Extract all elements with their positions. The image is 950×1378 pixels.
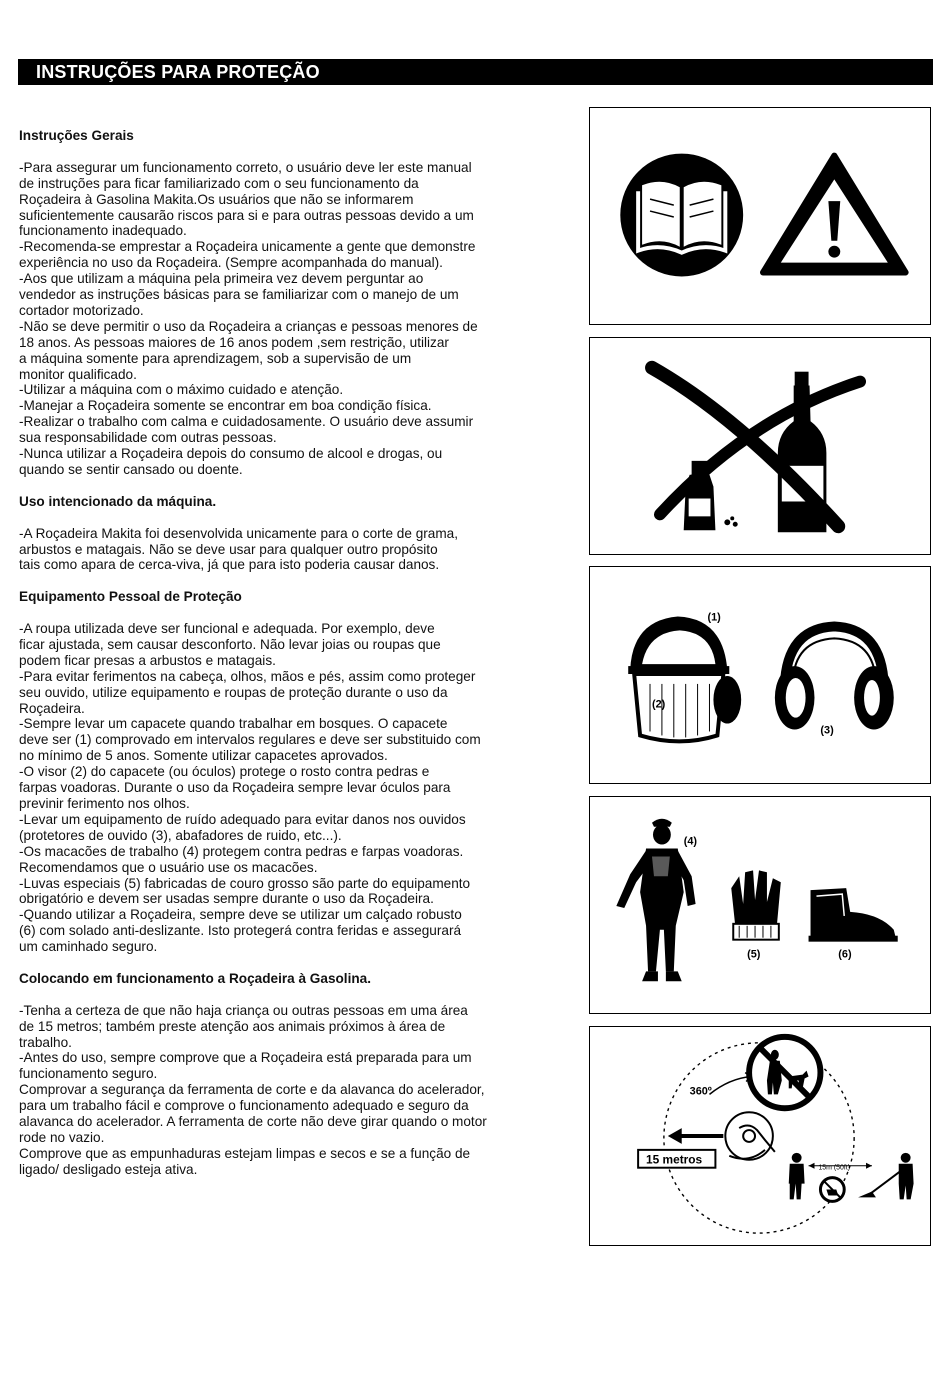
section-ppe (19, 589, 579, 955)
text-line: a máquina somente para aprendizagem, sob a supervisão de um (19, 350, 412, 366)
section-heading: Instruções Gerais (19, 128, 134, 143)
distance-label: 15 metros (646, 1152, 703, 1167)
figure-read-manual-warning (589, 107, 931, 325)
text-line: (protetores de ouvido (3), abafadores de ruido, etc...). (19, 827, 342, 843)
section-general (19, 128, 579, 478)
angle-label: 360º (689, 1085, 712, 1098)
text-line: -Nunca utilizar a Roçadeira depois do consumo de alcool e drogas, ou (19, 446, 443, 462)
text-line: Comprovar a segurança da ferramenta de corte e da alavanca do acelerador, (19, 1082, 485, 1098)
text-line: 18 anos. As pessoas maiores de 16 anos podem ,sem restrição, utilizar (19, 334, 449, 350)
text-line: ligado/ desligado esteja ativa. (19, 1161, 198, 1177)
text-line: trabalho. (19, 1034, 72, 1050)
section-heading: Equipamento Pessoal de Proteção (19, 589, 242, 605)
text-line: seu ouvido, utilize equipamento e roupas de proteção durante o uso da (19, 684, 448, 700)
section-body (19, 160, 579, 478)
text-line: -Recomenda-se emprestar a Roçadeira unicamente a gente que demonstre (19, 239, 476, 255)
text-line: um caminhado seguro. (19, 939, 158, 955)
text-line: cortador motorizado. (19, 302, 144, 318)
text-line: quando se sentir cansado ou doente. (19, 462, 243, 478)
text-line: -A Roçadeira Makita foi desenvolvida unicamente para o corte de grama, (19, 525, 459, 541)
text-line: alavanca do acelerador. A ferramenta de corte não deve girar quando o motor (19, 1114, 487, 1130)
second-person-icon (858, 1153, 913, 1200)
text-line: sua responsabilidade com outras pessoas. (19, 430, 277, 446)
section-starting (19, 971, 579, 1178)
label-2: (2) (652, 698, 666, 711)
text-line: -Quando utilizar a Roçadeira, sempre deve se utilizar um calçado robusto (19, 907, 462, 923)
text-line: -Levar um equipamento de ruído adequado para evitar danos nos ouvidos (19, 811, 466, 827)
label-1: (1) (707, 611, 721, 624)
text-line: podem ficar presas a arbustos e matagais. (19, 652, 276, 668)
text-line: -Realizar o trabalho com calma e cuidadosamente. O usuário deve assumir (19, 414, 474, 430)
text-line: deve ser (1) comprovado em intervalos regulares e deve ser substituido com (19, 732, 481, 748)
text-line: -Aos que utilizam a máquina pela primeira vez devem perguntar ao (19, 271, 424, 287)
text-line: no mínimo de 5 anos. Somente utilizar capacetes aprovados. (19, 748, 388, 764)
text-line: ficar ajustada, sem causar desconforto. Não levar joias ou roupas que (19, 636, 441, 652)
instructions-text (19, 128, 579, 1178)
label-3: (3) (820, 724, 834, 737)
operator-icon (789, 1153, 805, 1200)
section-body (19, 526, 579, 574)
text-line: -Não se deve permitir o uso da Roçadeira a crianças e pessoas menores de (19, 318, 478, 334)
pills-icon (724, 516, 737, 526)
text-line: previnir ferimento nos olhos. (19, 795, 190, 811)
text-line: suficientemente causarão riscos para si e para outras pessoas devido a um (19, 207, 474, 223)
text-line: rode no vazio. (19, 1129, 105, 1145)
helmet-icon (628, 617, 741, 742)
text-line: tais como apara de cerca-viva, já que para isto poderia causar danos. (19, 557, 440, 573)
cutting-head-icon (725, 1112, 775, 1160)
page-title: INSTRUÇÕES PARA PROTEÇÃO (18, 59, 933, 85)
text-line: -Para assegurar um funcionamento correto, o usuário deve ler este manual (19, 159, 472, 175)
figure-safety-zone (589, 1026, 931, 1246)
section-heading: Uso intencionado da máquina. (19, 493, 217, 509)
no-animals-small-icon (820, 1178, 844, 1202)
text-line: -O visor (2) do capacete (ou óculos) protege o rosto contra pedras e (19, 764, 430, 780)
text-line: -Utilizar a máquina com o máximo cuidado e atenção. (19, 382, 344, 398)
text-line: funcionamento inadequado. (19, 223, 187, 239)
label-4: (4) (683, 835, 698, 848)
text-line: -Tenha a certeza de que não haja criança ou outras pessoas em uma área (19, 1002, 468, 1018)
text-line: -Os macacões de trabalho (4) protegem contra pedras e farpas voadoras. (19, 843, 464, 859)
text-line: Roçadeira à Gasolina Makita.Os usuários que não se informarem (19, 191, 414, 207)
text-line: Recomendamos que o usuário use os macacões. (19, 859, 318, 875)
text-line: de instruções para ficar familiarizado com o seu funcionamento da (19, 175, 419, 191)
text-line: arbustos e matagais. Não se deve usar para qualquer outro propósito (19, 541, 438, 557)
figure-no-alcohol (589, 337, 931, 555)
text-line: Comprove que as empunhaduras estejam limpas e secos e se a função de (19, 1145, 471, 1161)
no-people-animals-icon (749, 1037, 820, 1108)
direction-arrow (668, 1128, 723, 1144)
text-line: experiência no uso da Roçadeira. (Sempre acompanhada do manual). (19, 255, 443, 271)
warning-triangle-icon (763, 156, 906, 273)
text-line: -Manejar a Roçadeira somente se encontrar em boa condição física. (19, 398, 432, 414)
label-5: (5) (747, 948, 761, 961)
text-line: vendedor as instruções básicas para se familiarizar com o manejo de um (19, 287, 459, 303)
text-line: -Luvas especiais (5) fabricadas de couro grosso são parte do equipamento (19, 875, 471, 891)
text-line: Roçadeira. (19, 700, 85, 716)
distance-small-label: 15m (50ft) (818, 1164, 851, 1172)
text-line: funcionamento seguro. (19, 1066, 158, 1082)
figure-helmet-earmuffs (589, 566, 931, 784)
text-line: obrigatório e devem ser usadas sempre durante o uso da Roçadeira. (19, 891, 434, 907)
boot-icon (809, 888, 898, 942)
text-line: monitor qualificado. (19, 366, 137, 382)
text-line: -Para evitar ferimentos na cabeça, olhos, mãos e pés, assim como proteger (19, 668, 476, 684)
text-line: farpas voadoras. Durante o uso da Roçadeira sempre levar óculos para (19, 780, 451, 796)
text-line: -Sempre levar um capacete quando trabalhar em bosques. O capacete (19, 716, 448, 732)
glove-icon (731, 870, 781, 939)
text-line: para um trabalho fácil e comprove o funcionamento adequado e seguro da (19, 1098, 469, 1114)
text-line: de 15 metros; também preste atenção aos animais próximos à área de (19, 1018, 446, 1034)
section-intended-use (19, 494, 579, 574)
earmuffs-icon (775, 626, 894, 729)
manual-book-icon (620, 154, 743, 277)
text-line: (6) com solado anti-deslizante. Isto protegerá contra feridas e assegurará (19, 923, 462, 939)
cross-out-icon (652, 368, 860, 527)
text-line: -Antes do uso, sempre comprove que a Roçadeira está preparada para um (19, 1050, 472, 1066)
text-line: -A roupa utilizada deve ser funcional e adequada. Por exemplo, deve (19, 621, 435, 637)
label-6: (6) (838, 948, 852, 961)
section-heading: Colocando em funcionamento a Roçadeira à Gasolina. (19, 970, 372, 986)
figure-clothing-gloves-boots (589, 796, 931, 1014)
section-body (19, 1003, 579, 1178)
section-body (19, 621, 579, 955)
